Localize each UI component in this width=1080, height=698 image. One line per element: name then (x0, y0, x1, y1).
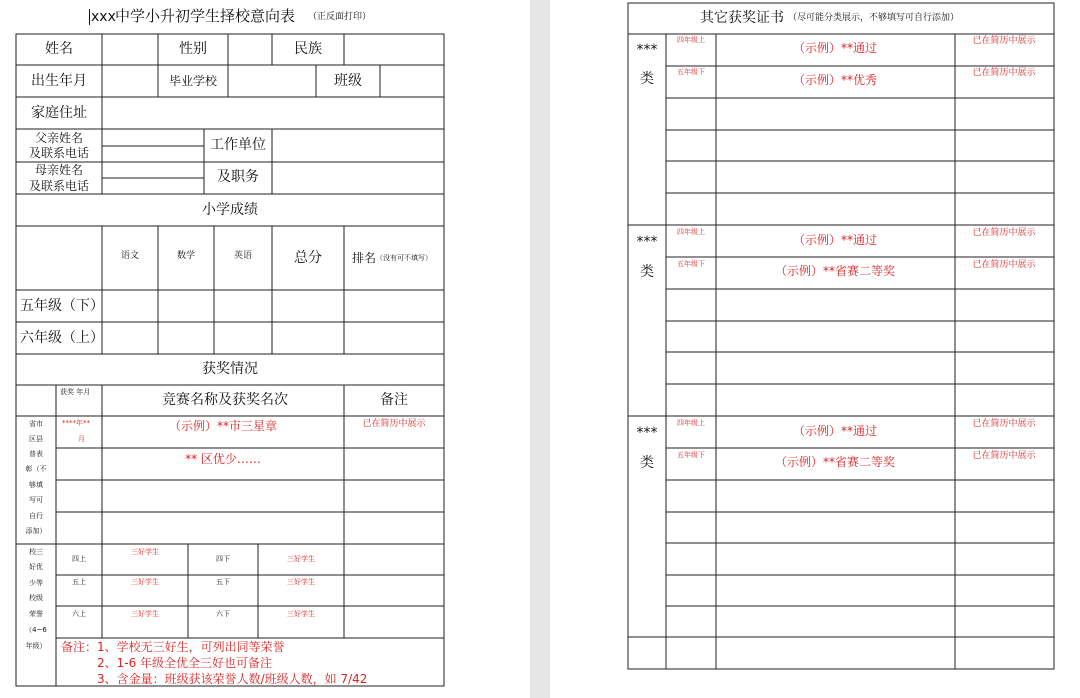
resume-note: 已在简历中展示 (972, 419, 1036, 429)
note-line-3: 3、含金量：班级获该荣誉人数/班级人数，如 7/42 (97, 672, 368, 686)
certificate-example: （示例）**省赛二等奖 (774, 264, 896, 278)
school-label: 毕业学校 (168, 74, 218, 88)
gender-label: 性别 (179, 41, 207, 57)
term-label: 四下 (216, 555, 230, 563)
father-label-line1: 父亲姓名 (34, 131, 84, 145)
award-date-example: ****年** (62, 419, 90, 427)
mother-label-line1: 母亲姓名 (34, 163, 84, 177)
grade6-label: 六年级（上） (20, 330, 104, 346)
text-cursor (89, 9, 90, 25)
term-label: 五年级下 (677, 68, 705, 76)
category-label: *** (636, 234, 658, 250)
honor-value: 三好学生 (131, 548, 159, 556)
vertical-char: 荣誉 (29, 610, 43, 618)
vertical-char: 写可 (29, 496, 43, 504)
resume-note: 已在简历中展示 (972, 260, 1036, 270)
position-label: 及职务 (217, 169, 259, 185)
honor-value: 三好学生 (131, 610, 159, 618)
note-line-1: 备注：1、学校无三好生，可列出同等荣誉 (61, 640, 285, 654)
term-label: 五下 (216, 578, 230, 586)
certificates-title-note: （尽可能分类展示，不够填写可自行添加） (788, 13, 960, 23)
subject-english: 英语 (233, 251, 253, 261)
term-label: 四年级上 (677, 36, 705, 44)
total-label: 总分 (294, 250, 322, 266)
category-suffix: 类 (640, 455, 654, 471)
vertical-char: 省市 (29, 420, 43, 428)
certificate-example: （示例）**通过 (792, 424, 878, 438)
resume-note: 已在简历中展示 (972, 68, 1036, 78)
vertical-char: 校级 (29, 594, 43, 602)
term-label: 四年级上 (677, 419, 705, 427)
vertical-char: （4~6 (25, 626, 47, 634)
term-label: 五年级下 (677, 451, 705, 459)
ethnicity-label: 民族 (294, 41, 322, 57)
category-label: *** (636, 42, 658, 58)
category-suffix: 类 (640, 71, 654, 87)
award-example-1: （示例）**市三星章 (168, 419, 278, 433)
term-label: 四上 (72, 555, 86, 563)
note-line-2: 2、1-6 年级全优全三好也可备注 (97, 656, 273, 670)
rank-note: （没有可不填写） (376, 254, 432, 262)
remark-label: 备注 (380, 392, 408, 408)
form-back-grid (550, 0, 1080, 698)
vertical-char: 自行 (29, 512, 43, 520)
vertical-char: 彰（不 (25, 465, 47, 473)
vertical-char: 校三 (29, 548, 43, 556)
award-date-example-month: 月 (78, 435, 85, 443)
honor-value: 三好学生 (287, 578, 315, 586)
page-gap (530, 0, 550, 698)
birth-label: 出生年月 (31, 73, 87, 89)
form-page-front (0, 0, 530, 698)
honor-value: 三好学生 (287, 555, 315, 563)
form-title: 中学小升初学生择校意向表 (115, 7, 296, 25)
name-label: 姓名 (45, 41, 73, 57)
resume-note: 已在简历中展示 (972, 451, 1036, 461)
vertical-char: 区县 (29, 435, 43, 443)
certificate-example: （示例）**省赛二等奖 (774, 455, 896, 469)
certificate-example: （示例）**通过 (792, 41, 878, 55)
address-label: 家庭住址 (31, 105, 87, 121)
vertical-char: 添加） (25, 527, 47, 535)
certificate-example: （示例）**通过 (792, 233, 878, 247)
certificate-example: （示例）**优秀 (792, 73, 878, 87)
father-label-line2: 及联系电话 (28, 146, 90, 160)
term-label: 五年级下 (677, 260, 705, 268)
grade5-label: 五年级（下） (20, 298, 104, 314)
form-page-back (550, 0, 1080, 698)
resume-note: 已在简历中展示 (362, 419, 426, 429)
work-label: 工作单位 (210, 137, 266, 153)
form-title-note: （正反面打印） (308, 12, 372, 22)
honor-value: 三好学生 (287, 610, 315, 618)
vertical-char: 少等 (29, 579, 43, 587)
award-name-label: 竞赛名称及获奖名次 (162, 392, 288, 408)
honor-value: 三好学生 (131, 578, 159, 586)
award-date-label: 获奖 年月 (60, 388, 91, 396)
category-label: *** (636, 425, 658, 441)
subject-chinese: 语文 (120, 251, 140, 261)
title-prefix: xxx (91, 9, 116, 25)
awards-header: 获奖情况 (202, 361, 258, 377)
term-label: 六上 (72, 610, 86, 618)
category-suffix: 类 (640, 264, 654, 280)
term-label: 六下 (216, 610, 230, 618)
class-label: 班级 (334, 73, 362, 89)
vertical-char: 年级） (25, 642, 47, 650)
award-example-2: ** 区优少…… (185, 452, 261, 466)
resume-note: 已在简历中展示 (972, 228, 1036, 238)
term-label: 四年级上 (677, 228, 705, 236)
certificates-title: 其它获奖证书 (700, 10, 784, 26)
vertical-char: 普表 (29, 450, 43, 458)
term-label: 五上 (72, 578, 86, 586)
subject-math: 数学 (176, 251, 196, 261)
grades-header: 小学成绩 (202, 202, 258, 218)
rank-label: 排名 (352, 251, 377, 265)
vertical-char: 好优 (29, 563, 43, 571)
vertical-char: 够填 (29, 481, 43, 489)
resume-note: 已在简历中展示 (972, 36, 1036, 46)
mother-label-line2: 及联系电话 (28, 179, 90, 193)
